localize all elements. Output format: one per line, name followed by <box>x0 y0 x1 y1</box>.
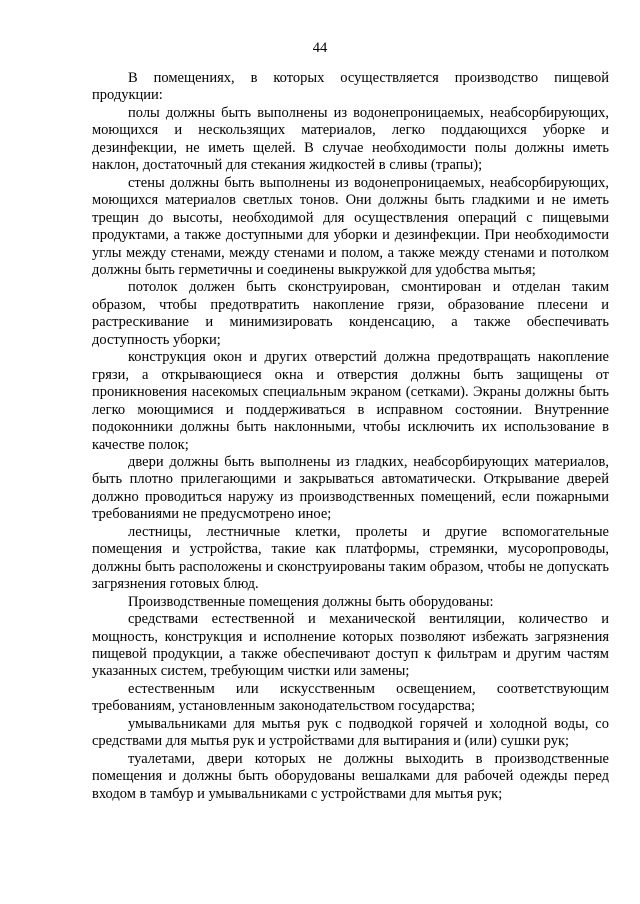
paragraph-lighting: естественным или искусственным освещением, соответствующим требованиям, установленным законодательством государства; <box>92 680 609 715</box>
paragraph-ventilation: средствами естественной и механической вентиляции, количество и мощность, конструкция и исполнение которых позволяют избежать загрязнения пищевой продукции, а также обеспечивают доступ к фильтрам и другим частям указанных систем, требующим чистки или замены; <box>92 611 609 680</box>
paragraph-walls: стены должны быть выполнены из водонепроницаемых, неабсорбирующих, моющихся материалов светлых тонов. Они должны быть гладкими и не иметь трещин до высоты, необходимой для осуществления операций с пищевыми продуктами, а также доступными для уборки и дезинфекции. При необходимости углы между стенами, между стенами и полом, а также между стенами и потолком должны быть герметичны и соединены выкружкой для удобства мытья; <box>92 174 609 278</box>
page-number: 44 <box>312 40 328 56</box>
paragraph-doors: двери должны быть выполнены из гладких, неабсорбирующих материалов, быть плотно прилегающими и закрываться автоматически. Открывание дверей должно проводиться наружу из производственных помещений, если пожарными требованиями не предусмотрено иное; <box>92 453 609 523</box>
paragraph-equipment-intro: Производственные помещения должны быть оборудованы: <box>128 593 494 610</box>
paragraph-stairs: лестницы, лестничные клетки, пролеты и другие вспомогательные помещения и устройства, такие как платформы, стремянки, мусоропроводы, должны быть расположены и сконструированы таким образом, чтобы не допускать загрязнения готовых блюд. <box>92 523 609 593</box>
paragraph-intro: В помещениях, в которых осуществляется производство пищевой продукции: <box>92 70 609 104</box>
paragraph-washbasins: умывальниками для мытья рук с подводкой горячей и холодной воды, со средствами для мытья рук и устройствами для вытирания и (или) сушки рук; <box>92 715 609 750</box>
paragraph-ceiling: потолок должен быть сконструирован, смонтирован и отделан таким образом, чтобы предотвратить накопление грязи, образование плесени и растрескивание и минимизировать конденсацию, а также обеспечивать доступность уборки; <box>92 279 609 348</box>
paragraph-windows: конструкция окон и других отверстий должна предотвращать накопление грязи, а открывающиеся окна и отверстия должны быть защищены от проникновения насекомых специальным экраном (сетками). Экраны должны быть легко моющимися и поддерживаться в исправном состоянии. Внутренние подоконники должны быть наклонными, чтобы исключить их использование в качестве полок; <box>92 349 609 453</box>
paragraph-floors: полы должны быть выполнены из водонепроницаемых, неабсорбирующих, моющихся и нескользящих материалов, легко поддающихся уборке и дезинфекции, не иметь щелей. В случае необходимости полы должны иметь наклон, достаточный для стекания жидкостей в сливы (трапы); <box>92 104 609 174</box>
paragraph-toilets: туалетами, двери которых не должны выходить в производственные помещения и должны быть оборудованы вешалками для рабочей одежды перед входом в тамбур и умывальниками с устройствами для мытья рук; <box>92 750 609 802</box>
body-text <box>92 70 609 803</box>
